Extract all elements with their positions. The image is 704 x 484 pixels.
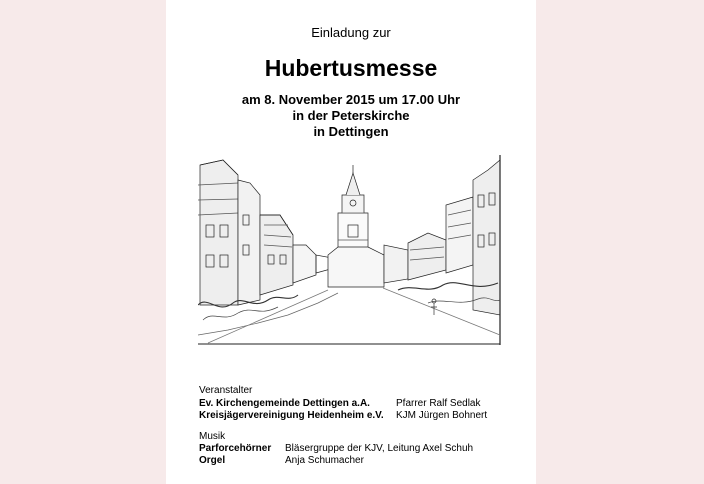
organizers-heading: Veranstalter — [199, 385, 253, 396]
event-venue: in der Peterskirche — [292, 108, 410, 123]
music-role-1: Parforcehörner — [199, 443, 272, 454]
event-title: Hubertusmesse — [264, 55, 438, 81]
music-performer-1: Bläsergruppe der KJV, Leitung Axel Schuh — [285, 443, 474, 454]
organizer-org-1: Ev. Kirchengemeinde Dettingen a.A. — [199, 398, 370, 409]
organizer-person-2: KJM Jürgen Bohnert — [396, 410, 488, 421]
music-heading: Musik — [199, 431, 226, 442]
organizer-person-1: Pfarrer Ralf Sedlak — [396, 398, 481, 409]
organizer-org-2: Kreisjägervereinigung Heidenheim e.V. — [199, 410, 384, 421]
music-performer-2: Anja Schumacher — [285, 455, 364, 466]
invitation-page — [166, 0, 536, 484]
event-date: am 8. November 2015 um 17.00 Uhr — [241, 92, 461, 107]
invitation-intro: Einladung zur — [311, 25, 391, 40]
music-role-2: Orgel — [199, 455, 226, 466]
village-street-illustration — [198, 155, 502, 345]
event-town: in Dettingen — [313, 124, 389, 139]
